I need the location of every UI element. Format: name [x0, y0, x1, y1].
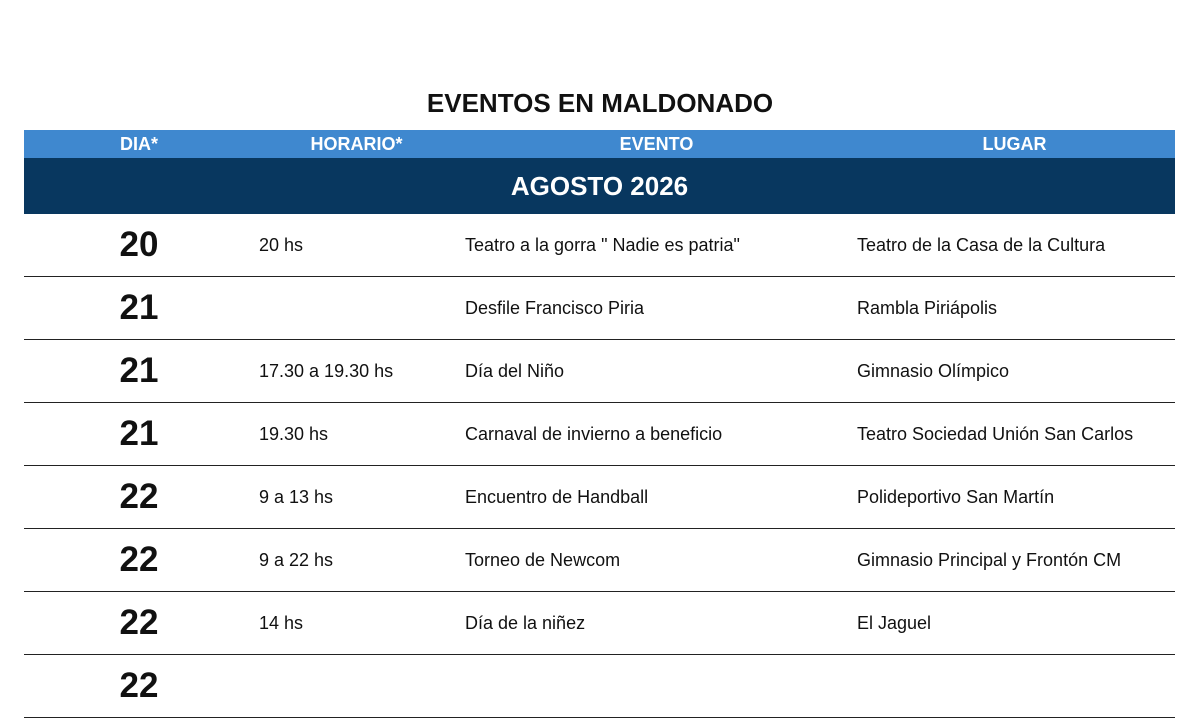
- cell-dia: 21: [119, 288, 159, 327]
- cell-lugar: El Jaguel: [857, 613, 932, 633]
- cell-horario: 20 hs: [259, 235, 304, 255]
- cell-evento: Día de la niñez: [465, 613, 586, 633]
- cell-horario: 9 a 22 hs: [259, 550, 334, 570]
- table-header: [24, 130, 1175, 158]
- table-row: [24, 403, 1175, 466]
- cell-evento: Encuentro de Handball: [465, 487, 649, 507]
- cell-lugar: Rambla Piriápolis: [857, 298, 998, 318]
- cell-dia: 21: [119, 351, 159, 390]
- header-horario: HORARIO*: [310, 134, 403, 154]
- table-row: [24, 214, 1175, 277]
- cell-lugar: Teatro de la Casa de la Cultura: [857, 235, 1106, 255]
- cell-evento: Día del Niño: [465, 361, 565, 381]
- header-dia: DIA*: [119, 134, 158, 154]
- header-lugar: LUGAR: [982, 134, 1047, 154]
- cell-dia: 22: [119, 666, 159, 705]
- cell-dia: 21: [119, 414, 159, 453]
- cell-evento: Torneo de Newcom: [465, 550, 621, 570]
- cell-dia: 22: [119, 477, 159, 516]
- cell-dia: 22: [119, 540, 159, 579]
- cell-lugar: Gimnasio Principal y Frontón CM: [857, 550, 1122, 570]
- events-table: [24, 130, 1175, 718]
- table-row: [24, 340, 1175, 403]
- table-row: [24, 592, 1175, 655]
- table-row: [24, 466, 1175, 529]
- cell-evento: Carnaval de invierno a beneficio: [465, 424, 723, 444]
- cell-lugar: Polideportivo San Martín: [857, 487, 1055, 507]
- header-evento: EVENTO: [619, 134, 694, 154]
- cell-horario: 17.30 a 19.30 hs: [259, 361, 394, 381]
- page-title: EVENTOS EN MALDONADO: [426, 88, 774, 118]
- month-banner: AGOSTO 2026: [24, 158, 1175, 214]
- table-row: [24, 655, 1175, 718]
- cell-horario: 19.30 hs: [259, 424, 329, 444]
- cell-lugar: Gimnasio Olímpico: [857, 361, 1010, 381]
- cell-evento: Desfile Francisco Piria: [465, 298, 645, 318]
- cell-horario: 9 a 13 hs: [259, 487, 334, 507]
- cell-lugar: Teatro Sociedad Unión San Carlos: [857, 424, 1134, 444]
- cell-dia: 22: [119, 603, 159, 642]
- table-row: [24, 529, 1175, 592]
- cell-evento: Teatro a la gorra " Nadie es patria": [465, 235, 740, 255]
- cell-horario: 14 hs: [259, 613, 304, 633]
- cell-dia: 20: [119, 225, 159, 264]
- table-body: [24, 214, 1175, 718]
- table-row: [24, 277, 1175, 340]
